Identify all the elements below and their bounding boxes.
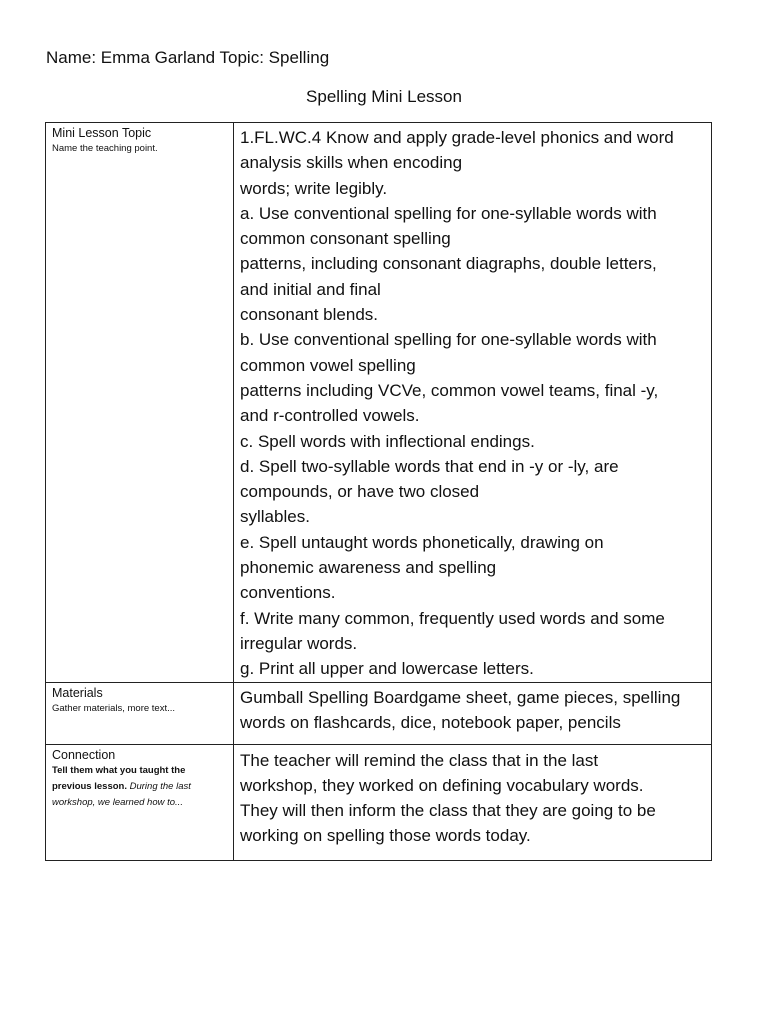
content-line: b. Use conventional spelling for one-syllable words with	[240, 330, 657, 350]
content-line: and initial and final	[240, 279, 381, 299]
row-hint-bold: previous lesson.	[52, 780, 127, 792]
content-line: syllables.	[240, 507, 310, 527]
content-line: working on spelling those words today.	[240, 826, 531, 846]
content-line: d. Spell two-syllable words that end in -y or -ly, are	[240, 456, 619, 476]
content-cell	[234, 682, 712, 744]
content-line: The teacher will remind the class that in the last	[240, 750, 599, 770]
table-row	[46, 682, 712, 744]
label-cell	[46, 682, 234, 744]
table-row	[46, 123, 712, 683]
document-title-text: Spelling Mini Lesson	[306, 87, 462, 106]
content-line: 1.FL.WC.4 Know and apply grade-level phonics and word	[240, 128, 674, 147]
row-label: Mini Lesson Topic	[52, 126, 152, 140]
content-line: words; write legibly.	[240, 178, 388, 198]
row-label: Materials	[52, 685, 103, 700]
content-line: common vowel spelling	[240, 355, 416, 375]
content-line: They will then inform the class that they are going to be	[240, 801, 656, 821]
content-line: Gumball Spelling Boardgame sheet, game pieces, spelling	[240, 687, 681, 707]
content-line: f. Write many common, frequently used words and some	[240, 608, 665, 628]
content-line: compounds, or have two closed	[240, 482, 480, 502]
row-hint	[52, 763, 228, 811]
content-line: patterns, including consonant diagraphs, double letters,	[240, 254, 657, 274]
label-cell	[46, 744, 234, 860]
content-cell	[234, 744, 712, 860]
content-line: consonant blends.	[240, 305, 378, 325]
content-line: and r-controlled vowels.	[240, 406, 420, 426]
row-hint-italic: workshop, we learned how to...	[52, 796, 183, 808]
row-label: Connection	[52, 747, 116, 762]
row-hint-bold: Tell them what you taught the	[52, 764, 186, 776]
content-line: g. Print all upper and lowercase letters.	[240, 659, 534, 679]
content-line: a. Use conventional spelling for one-syllable words with	[240, 203, 657, 223]
content-line: phonemic awareness and spelling	[240, 558, 497, 578]
content-line: workshop, they worked on defining vocabulary words.	[240, 775, 644, 795]
content-line: c. Spell words with inflectional endings.	[240, 431, 535, 451]
row-hint: Gather materials, more text...	[52, 702, 176, 714]
content-line: common consonant spelling	[240, 229, 451, 249]
content-line: e. Spell untaught words phonetically, drawing on	[240, 532, 604, 552]
content-line: conventions.	[240, 583, 336, 603]
content-line: irregular words.	[240, 633, 358, 653]
content-line: patterns including VCVe, common vowel teams, final -y,	[240, 380, 659, 400]
table-row	[46, 744, 712, 860]
content-line: words on flashcards, dice, notebook paper, pencils	[240, 712, 621, 732]
row-hint-italic: During the last	[129, 780, 191, 792]
document-title	[0, 87, 768, 107]
label-cell	[46, 123, 234, 683]
row-hint: Name the teaching point.	[52, 143, 158, 154]
name-topic-line: Name: Emma Garland Topic: Spelling	[46, 48, 330, 67]
content-cell	[234, 123, 712, 683]
lesson-table	[45, 122, 712, 861]
content-line: analysis skills when encoding	[240, 153, 463, 173]
